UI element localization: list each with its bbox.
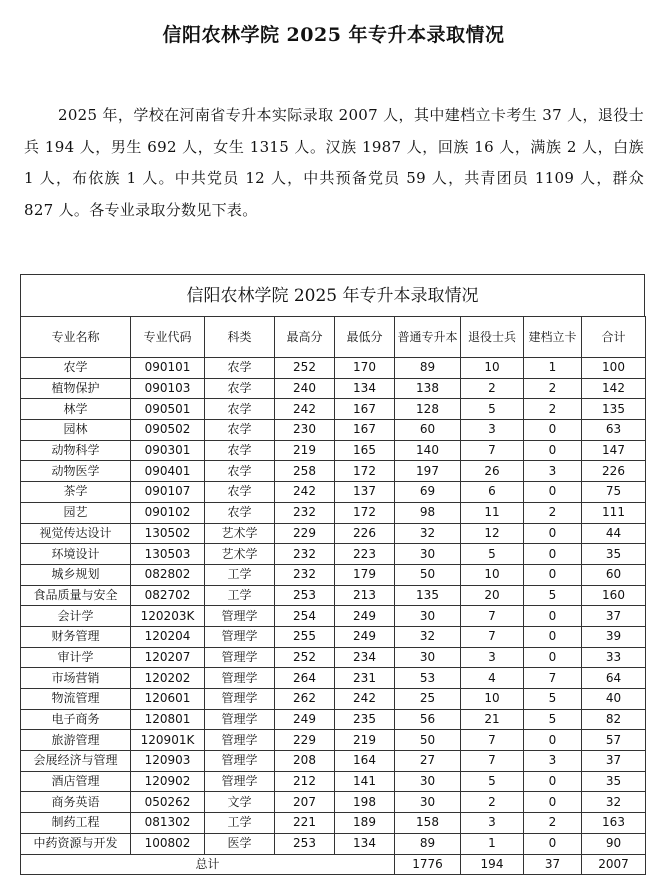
cell-major-name: 城乡规划	[21, 564, 131, 585]
cell-major-name: 财务管理	[21, 626, 131, 647]
cell-veteran-count: 1	[461, 833, 524, 854]
table-row	[21, 606, 646, 627]
cell-category: 文学	[205, 792, 275, 813]
table-row	[21, 440, 646, 461]
cell-major-name: 动物科学	[21, 440, 131, 461]
cell-major-code: 130503	[131, 544, 205, 565]
cell-major-name: 食品质量与安全	[21, 585, 131, 606]
intro-paragraph: 2025 年，学校在河南省专升本实际录取 2007 人，其中建档立卡考生 37 人，退役士兵 194 人，男生 692 人，女生 1315 人。汉族 1987 人，回族 16 人，满族 2 人，白族 1 人，布依族 1 人。中共党员 12 人，中共预备党员 59 人，共青团员 1109 人，群众 827 人。各专业录取分数见下表。	[24, 106, 644, 219]
cell-ordinary-count: 30	[395, 771, 461, 792]
cell-category: 管理学	[205, 771, 275, 792]
admission-table-container	[20, 274, 645, 875]
table-row	[21, 626, 646, 647]
table-row	[21, 730, 646, 751]
cell-category: 工学	[205, 564, 275, 585]
total-ordinary: 1776	[395, 854, 461, 875]
cell-major-name: 农学	[21, 358, 131, 379]
cell-row-total: 147	[582, 440, 646, 461]
cell-max-score: 221	[275, 813, 335, 834]
cell-category: 农学	[205, 420, 275, 441]
cell-max-score: 253	[275, 585, 335, 606]
total-label: 总计	[21, 854, 395, 875]
cell-poverty-count: 0	[524, 440, 582, 461]
cell-category: 管理学	[205, 647, 275, 668]
cell-min-score: 179	[335, 564, 395, 585]
cell-ordinary-count: 56	[395, 709, 461, 730]
header-total: 合计	[582, 317, 646, 358]
cell-major-code: 120203K	[131, 606, 205, 627]
cell-veteran-count: 2	[461, 378, 524, 399]
table-header-row	[21, 317, 646, 358]
cell-major-name: 动物医学	[21, 461, 131, 482]
cell-major-code: 130502	[131, 523, 205, 544]
cell-major-code: 090102	[131, 502, 205, 523]
cell-category: 艺术学	[205, 523, 275, 544]
cell-row-total: 37	[582, 606, 646, 627]
cell-veteran-count: 20	[461, 585, 524, 606]
cell-category: 管理学	[205, 730, 275, 751]
cell-poverty-count: 0	[524, 730, 582, 751]
cell-poverty-count: 2	[524, 399, 582, 420]
cell-max-score: 212	[275, 771, 335, 792]
cell-major-name: 市场营销	[21, 668, 131, 689]
cell-ordinary-count: 30	[395, 792, 461, 813]
cell-max-score: 254	[275, 606, 335, 627]
cell-major-name: 中药资源与开发	[21, 833, 131, 854]
cell-veteran-count: 7	[461, 730, 524, 751]
admission-table	[20, 316, 646, 875]
cell-row-total: 135	[582, 399, 646, 420]
cell-min-score: 141	[335, 771, 395, 792]
cell-ordinary-count: 197	[395, 461, 461, 482]
cell-major-code: 120202	[131, 668, 205, 689]
cell-major-code: 081302	[131, 813, 205, 834]
cell-min-score: 231	[335, 668, 395, 689]
cell-row-total: 32	[582, 792, 646, 813]
cell-min-score: 226	[335, 523, 395, 544]
cell-ordinary-count: 25	[395, 689, 461, 710]
cell-major-code: 082702	[131, 585, 205, 606]
cell-poverty-count: 5	[524, 689, 582, 710]
table-row	[21, 482, 646, 503]
cell-major-code: 120902	[131, 771, 205, 792]
cell-ordinary-count: 30	[395, 544, 461, 565]
cell-veteran-count: 10	[461, 689, 524, 710]
header-max-score: 最高分	[275, 317, 335, 358]
cell-major-name: 视觉传达设计	[21, 523, 131, 544]
cell-ordinary-count: 53	[395, 668, 461, 689]
table-row	[21, 399, 646, 420]
cell-ordinary-count: 50	[395, 564, 461, 585]
cell-max-score: 230	[275, 420, 335, 441]
cell-min-score: 167	[335, 420, 395, 441]
cell-max-score: 232	[275, 544, 335, 565]
cell-max-score: 264	[275, 668, 335, 689]
cell-major-code: 120801	[131, 709, 205, 730]
table-row	[21, 358, 646, 379]
cell-max-score: 219	[275, 440, 335, 461]
cell-poverty-count: 7	[524, 668, 582, 689]
cell-row-total: 35	[582, 544, 646, 565]
cell-min-score: 170	[335, 358, 395, 379]
cell-max-score: 208	[275, 751, 335, 772]
table-row	[21, 544, 646, 565]
cell-row-total: 60	[582, 564, 646, 585]
cell-max-score: 242	[275, 399, 335, 420]
table-row	[21, 564, 646, 585]
cell-ordinary-count: 138	[395, 378, 461, 399]
cell-min-score: 167	[335, 399, 395, 420]
cell-max-score: 232	[275, 502, 335, 523]
table-caption: 信阳农林学院 2025 年专升本录取情况	[20, 274, 645, 316]
cell-ordinary-count: 32	[395, 523, 461, 544]
cell-major-name: 会计学	[21, 606, 131, 627]
cell-category: 农学	[205, 461, 275, 482]
cell-row-total: 100	[582, 358, 646, 379]
cell-category: 管理学	[205, 668, 275, 689]
cell-max-score: 262	[275, 689, 335, 710]
cell-major-name: 制药工程	[21, 813, 131, 834]
cell-poverty-count: 0	[524, 771, 582, 792]
cell-veteran-count: 11	[461, 502, 524, 523]
table-row	[21, 523, 646, 544]
cell-major-code: 100802	[131, 833, 205, 854]
total-sum: 2007	[582, 854, 646, 875]
cell-veteran-count: 10	[461, 358, 524, 379]
cell-category: 艺术学	[205, 544, 275, 565]
cell-ordinary-count: 140	[395, 440, 461, 461]
cell-row-total: 111	[582, 502, 646, 523]
cell-category: 农学	[205, 399, 275, 420]
cell-max-score: 249	[275, 709, 335, 730]
cell-ordinary-count: 98	[395, 502, 461, 523]
cell-min-score: 134	[335, 378, 395, 399]
cell-major-name: 林学	[21, 399, 131, 420]
cell-major-name: 物流管理	[21, 689, 131, 710]
cell-min-score: 164	[335, 751, 395, 772]
cell-major-name: 旅游管理	[21, 730, 131, 751]
cell-veteran-count: 3	[461, 813, 524, 834]
cell-poverty-count: 0	[524, 647, 582, 668]
cell-min-score: 134	[335, 833, 395, 854]
cell-max-score: 252	[275, 358, 335, 379]
cell-category: 农学	[205, 440, 275, 461]
table-row	[21, 461, 646, 482]
cell-major-name: 茶学	[21, 482, 131, 503]
cell-poverty-count: 2	[524, 502, 582, 523]
cell-row-total: 40	[582, 689, 646, 710]
cell-poverty-count: 3	[524, 461, 582, 482]
table-row	[21, 689, 646, 710]
cell-ordinary-count: 135	[395, 585, 461, 606]
header-poverty: 建档立卡	[524, 317, 582, 358]
cell-category: 工学	[205, 585, 275, 606]
cell-poverty-count: 0	[524, 482, 582, 503]
cell-min-score: 165	[335, 440, 395, 461]
cell-row-total: 39	[582, 626, 646, 647]
cell-row-total: 33	[582, 647, 646, 668]
cell-veteran-count: 7	[461, 626, 524, 647]
cell-poverty-count: 0	[524, 792, 582, 813]
cell-category: 管理学	[205, 626, 275, 647]
cell-major-code: 090301	[131, 440, 205, 461]
table-body	[21, 358, 646, 855]
cell-min-score: 137	[335, 482, 395, 503]
cell-row-total: 75	[582, 482, 646, 503]
cell-category: 管理学	[205, 606, 275, 627]
table-row	[21, 647, 646, 668]
cell-row-total: 90	[582, 833, 646, 854]
cell-row-total: 44	[582, 523, 646, 544]
cell-major-code: 082802	[131, 564, 205, 585]
cell-major-name: 环境设计	[21, 544, 131, 565]
cell-veteran-count: 6	[461, 482, 524, 503]
cell-max-score: 253	[275, 833, 335, 854]
cell-veteran-count: 21	[461, 709, 524, 730]
table-row	[21, 792, 646, 813]
total-poverty: 37	[524, 854, 582, 875]
cell-min-score: 198	[335, 792, 395, 813]
cell-major-name: 商务英语	[21, 792, 131, 813]
cell-row-total: 226	[582, 461, 646, 482]
cell-max-score: 255	[275, 626, 335, 647]
cell-ordinary-count: 60	[395, 420, 461, 441]
cell-poverty-count: 0	[524, 420, 582, 441]
cell-ordinary-count: 158	[395, 813, 461, 834]
cell-veteran-count: 5	[461, 399, 524, 420]
header-min-score: 最低分	[335, 317, 395, 358]
cell-category: 管理学	[205, 709, 275, 730]
cell-major-code: 090502	[131, 420, 205, 441]
cell-poverty-count: 0	[524, 523, 582, 544]
cell-veteran-count: 10	[461, 564, 524, 585]
cell-min-score: 213	[335, 585, 395, 606]
cell-category: 农学	[205, 378, 275, 399]
cell-min-score: 172	[335, 502, 395, 523]
cell-poverty-count: 0	[524, 544, 582, 565]
cell-major-code: 050262	[131, 792, 205, 813]
cell-major-name: 电子商务	[21, 709, 131, 730]
cell-min-score: 172	[335, 461, 395, 482]
table-row	[21, 813, 646, 834]
cell-major-name: 植物保护	[21, 378, 131, 399]
cell-major-code: 090401	[131, 461, 205, 482]
cell-ordinary-count: 50	[395, 730, 461, 751]
cell-veteran-count: 3	[461, 647, 524, 668]
total-veterans: 194	[461, 854, 524, 875]
cell-major-code: 120204	[131, 626, 205, 647]
cell-ordinary-count: 89	[395, 833, 461, 854]
cell-ordinary-count: 30	[395, 647, 461, 668]
cell-row-total: 57	[582, 730, 646, 751]
table-row	[21, 709, 646, 730]
cell-poverty-count: 0	[524, 626, 582, 647]
table-row	[21, 420, 646, 441]
cell-major-code: 120901K	[131, 730, 205, 751]
cell-veteran-count: 4	[461, 668, 524, 689]
cell-category: 管理学	[205, 689, 275, 710]
cell-ordinary-count: 69	[395, 482, 461, 503]
cell-veteran-count: 12	[461, 523, 524, 544]
cell-veteran-count: 5	[461, 771, 524, 792]
cell-category: 工学	[205, 813, 275, 834]
cell-max-score: 229	[275, 730, 335, 751]
cell-major-code: 120903	[131, 751, 205, 772]
table-row	[21, 833, 646, 854]
cell-max-score: 252	[275, 647, 335, 668]
cell-category: 农学	[205, 502, 275, 523]
cell-poverty-count: 0	[524, 833, 582, 854]
table-row	[21, 751, 646, 772]
cell-min-score: 234	[335, 647, 395, 668]
cell-min-score: 235	[335, 709, 395, 730]
cell-veteran-count: 3	[461, 420, 524, 441]
cell-major-name: 审计学	[21, 647, 131, 668]
cell-min-score: 249	[335, 626, 395, 647]
cell-min-score: 242	[335, 689, 395, 710]
table-row	[21, 585, 646, 606]
table-row	[21, 771, 646, 792]
cell-veteran-count: 7	[461, 606, 524, 627]
cell-row-total: 37	[582, 751, 646, 772]
cell-ordinary-count: 128	[395, 399, 461, 420]
cell-row-total: 63	[582, 420, 646, 441]
cell-poverty-count: 2	[524, 813, 582, 834]
cell-poverty-count: 2	[524, 378, 582, 399]
cell-poverty-count: 0	[524, 606, 582, 627]
cell-poverty-count: 1	[524, 358, 582, 379]
header-ordinary: 普通专升本	[395, 317, 461, 358]
document-title: 信阳农林学院 2025 年专升本录取情况	[162, 24, 505, 46]
cell-poverty-count: 3	[524, 751, 582, 772]
cell-category: 管理学	[205, 751, 275, 772]
cell-min-score: 219	[335, 730, 395, 751]
cell-ordinary-count: 27	[395, 751, 461, 772]
cell-max-score: 258	[275, 461, 335, 482]
cell-major-code: 120601	[131, 689, 205, 710]
cell-row-total: 82	[582, 709, 646, 730]
cell-category: 农学	[205, 482, 275, 503]
table-row	[21, 502, 646, 523]
cell-major-name: 会展经济与管理	[21, 751, 131, 772]
cell-major-code: 090107	[131, 482, 205, 503]
cell-max-score: 232	[275, 564, 335, 585]
cell-max-score: 240	[275, 378, 335, 399]
cell-veteran-count: 7	[461, 440, 524, 461]
cell-row-total: 160	[582, 585, 646, 606]
cell-max-score: 242	[275, 482, 335, 503]
cell-major-code: 090101	[131, 358, 205, 379]
cell-major-code: 120207	[131, 647, 205, 668]
cell-veteran-count: 26	[461, 461, 524, 482]
cell-veteran-count: 2	[461, 792, 524, 813]
cell-row-total: 163	[582, 813, 646, 834]
cell-category: 医学	[205, 833, 275, 854]
total-row	[21, 854, 646, 875]
cell-major-name: 酒店管理	[21, 771, 131, 792]
cell-major-code: 090103	[131, 378, 205, 399]
cell-major-name: 园艺	[21, 502, 131, 523]
cell-major-name: 园林	[21, 420, 131, 441]
cell-min-score: 189	[335, 813, 395, 834]
cell-min-score: 223	[335, 544, 395, 565]
cell-ordinary-count: 89	[395, 358, 461, 379]
cell-poverty-count: 0	[524, 564, 582, 585]
cell-category: 农学	[205, 358, 275, 379]
cell-ordinary-count: 32	[395, 626, 461, 647]
cell-row-total: 142	[582, 378, 646, 399]
header-category: 科类	[205, 317, 275, 358]
header-major-code: 专业代码	[131, 317, 205, 358]
table-row	[21, 378, 646, 399]
cell-ordinary-count: 30	[395, 606, 461, 627]
cell-poverty-count: 5	[524, 709, 582, 730]
header-veterans: 退役士兵	[461, 317, 524, 358]
cell-row-total: 64	[582, 668, 646, 689]
cell-veteran-count: 7	[461, 751, 524, 772]
cell-row-total: 35	[582, 771, 646, 792]
cell-max-score: 207	[275, 792, 335, 813]
cell-veteran-count: 5	[461, 544, 524, 565]
cell-min-score: 249	[335, 606, 395, 627]
header-major-name: 专业名称	[21, 317, 131, 358]
table-row	[21, 668, 646, 689]
cell-poverty-count: 5	[524, 585, 582, 606]
cell-major-code: 090501	[131, 399, 205, 420]
cell-max-score: 229	[275, 523, 335, 544]
